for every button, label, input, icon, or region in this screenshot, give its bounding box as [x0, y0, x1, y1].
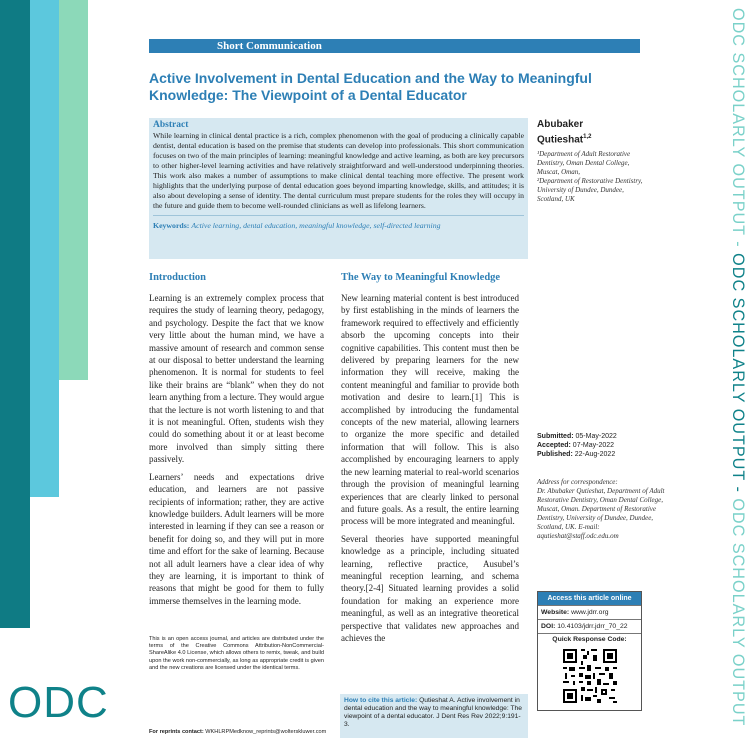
keywords — [153, 221, 524, 230]
doi-row — [538, 619, 641, 633]
keywords-text: Active learning, dental education, meaningful knowledge, self-directed learning — [191, 221, 441, 230]
author-affil-sup: 1,2 — [583, 134, 592, 140]
submitted-date: 05-May-2022 — [575, 433, 617, 440]
abstract-text: While learning in clinical dental practice is a rich, complex phenomenon with the goal of producing a clinically capable dentist, dental education is based on the premise that students can develop into professionals. This short communication focuses on two of the main principles of learning: meaningful knowledge and active learning, as both are key precursors to other higher-level learning activities and have relatively straightforward and well-understood underpinning theories. This work also makes a number of assumptions to make clinical dental teaching more effective. The present work highlights that the underlying purpose of dental education goes beyond imparting knowledge, skills, and attitudes; it is also about developing a sense of identity. The dental curriculum must prepare students for the roles they will occupy in the future and guide them to become well-rounded clinicians as well as lifelong learners. — [153, 131, 524, 210]
accepted-date: 07-May-2022 — [572, 442, 615, 449]
open-access-notice: This is an open access journal, and articles are distributed under the terms of the Creative Commons Attribution-NonCommercial-ShareAlike 4.0 License, which allows others to remix, tweak, and build upon the work non-commercially, as long as appropriate credit is given and the new creations are licensed under the identical terms. — [149, 636, 324, 671]
submitted-label: Submitted: — [537, 433, 574, 440]
side-text-2: ODC SCHOLARLY OUTPUT - — [729, 253, 747, 499]
keywords-label: Keywords: — [153, 221, 190, 230]
access-heading: Access this article online — [538, 592, 641, 605]
qr-label: Quick Response Code: — [538, 633, 641, 645]
doi-link[interactable]: 10.4103/jdrr.jdrr_70_22 — [557, 623, 628, 630]
way-column — [341, 292, 519, 649]
decor-stripe-cyan — [30, 0, 59, 497]
abstract-divider — [153, 215, 524, 216]
way-paragraph-1: New learning material content is best introduced by first establishing in the minds of learners the framework required to effectively and efficiently absorb the upcoming concepts into their cognitive capabilities. This content must then be delivered by preparing learners for the new information they will receive, making the content meaningful and familiar to provide both motivation and desire to learn.[1] This is accomplished by introducing the fundamental concepts of the new material, allowing learners to organize the more specific and detailed information that will follow. This is also accomplished by encouraging learners to apply the new learning material to real-world scenarios through the provision of meaningful learning experiences that are clearly linked to personal and future goals. As a result, the entire learning process will be more integrated and meaningful. — [341, 293, 519, 527]
correspondence — [537, 478, 677, 541]
website-link[interactable]: www.jdrr.org — [571, 609, 609, 616]
affiliation-2: ²Department of Restorative Dentistry, University of Dundee, Dundee, Scotland, UK — [537, 177, 643, 203]
citation-label: How to cite this article: — [344, 697, 418, 704]
way-heading: The Way to Meaningful Knowledge — [341, 272, 501, 283]
side-text-1: ODC SCHOLARLY OUTPUT - — [729, 8, 747, 254]
article-type-bar — [149, 39, 640, 53]
author-name — [537, 119, 649, 146]
article-dates — [537, 432, 677, 459]
intro-column — [149, 292, 324, 612]
qr-code-icon — [561, 647, 619, 705]
citation-box — [340, 694, 528, 738]
doi-label: DOI: — [541, 623, 556, 630]
article-title: Active Involvement in Dental Education and the Way to Meaningful Knowledge: The Viewpoint of a Dental Educator — [149, 70, 592, 103]
intro-heading: Introduction — [149, 272, 206, 283]
decor-stripe-teal — [0, 0, 30, 628]
correspondence-heading: Address for correspondence: — [537, 478, 618, 486]
way-paragraph-2: Several theories have supported meaningful knowledge as a principle, including situated learning, reflective practice, Ausubel’s meaningful reception learning, and schema theory.[2-4] Situated learning provides a solid foundation for making an experience more meaningful, as well as an integrative theoretical perspective that validates new approaches and achieves the — [341, 533, 519, 643]
website-label: Website: — [541, 609, 570, 616]
published-date: 22-Aug-2022 — [574, 451, 616, 458]
intro-paragraph-1: Learning is an extremely complex process that requires the study of learning theory, pedagogy, and psychology. Despite the fact that we know very little about the human mind, we have a massive amount of research and common sense at our disposal to better understand the learning phenomenon. It is normal for students to feel like their brains are “blank” when they do not learn anything from a lecture. They would argue that the lecture is not worth listening to and that it is not meaningful. Often, students wish they could do something about it or at least become more involved than simply sitting there passively. — [149, 293, 324, 465]
side-watermark — [728, 8, 756, 748]
affiliation-1: ¹Department of Adult Restorative Dentistry, Oman Dental College, Muscat, Oman, — [537, 150, 631, 176]
odc-logo: ODC — [8, 678, 109, 727]
intro-paragraph-2: Learners’ needs and expectations drive education, and learners are not passive recipients of information; rather, they are active knowledge builders. Adult learners will be more interested in learning if they can see a reason or benefit for doing so, and they will put in more time and effort for the sake of learning. Because not all adult learners have a clear idea of why they are learning, it is important to think of reasons that might be good for them to fully immerse themselves in the learning mode. — [149, 471, 324, 606]
abstract-box — [149, 118, 528, 259]
author-affiliations — [537, 150, 649, 204]
decor-stripe-mint — [59, 0, 88, 380]
side-text-3: ODC SCHOLARLY OUTPUT — [729, 498, 747, 727]
reprints-contact — [149, 729, 326, 735]
published-label: Published: — [537, 451, 573, 458]
reprints-label: For reprints contact: — [149, 729, 204, 735]
access-online-box — [537, 591, 642, 711]
article-type: Short Communication — [217, 40, 322, 52]
reprints-email[interactable]: WKHLRPMedknow_reprints@wolterskluwer.com — [205, 729, 327, 735]
abstract-heading: Abstract — [153, 120, 189, 130]
accepted-label: Accepted: — [537, 442, 571, 449]
author-last-name: Qutieshat — [537, 134, 584, 146]
website-row — [538, 605, 641, 619]
correspondence-body: Dr. Abubaker Qutieshat, Department of Adult Restorative Dentistry, Oman Dental College, Muscat, Oman. Department of Restorative Dentistry, University of Dundee, Dundee, Scotland, UK. E-mail: aqutieshat@staff.odc.edu.om — [537, 487, 665, 540]
author-first-name: Abubaker — [537, 119, 584, 130]
citation-text: Qutieshat A. Active involvement in dental education and the way to meaningful knowledge: The viewpoint of a dental educator. J Dent Res Rev 2022;9:191-3. — [344, 697, 522, 728]
